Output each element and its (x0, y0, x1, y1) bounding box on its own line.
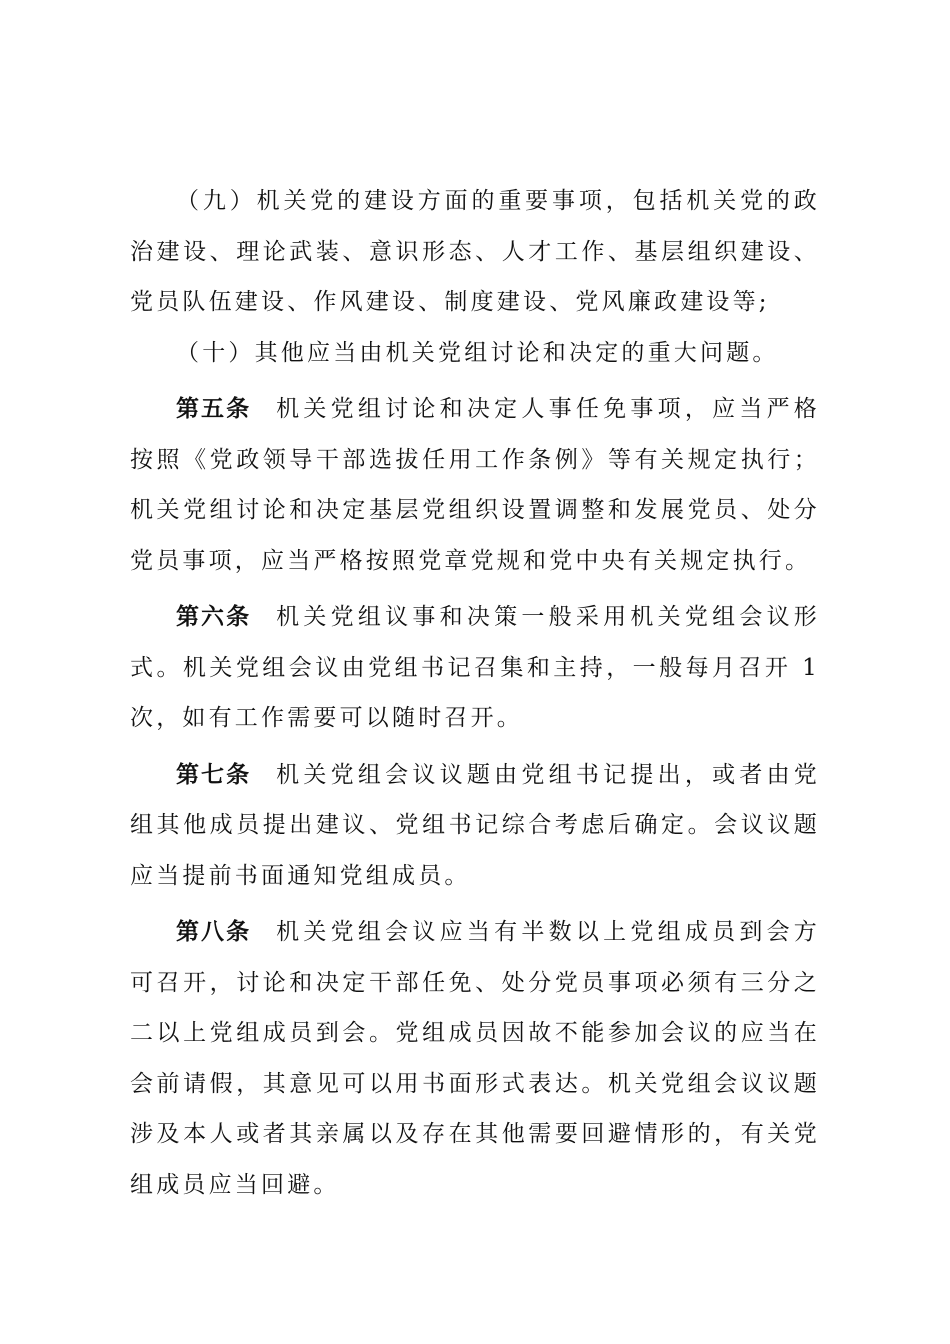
article-six (130, 592, 820, 744)
article-five (130, 384, 820, 586)
article-text: 机关党组会议议题由党组书记提出，或者由党组其他成员提出建议、党组书记综合考虑后确定。会议议题应当提前书面通知党组成员。 (130, 761, 821, 889)
article-heading: 第八条 (176, 919, 252, 945)
article-text: 机关党组会议应当有半数以上党组成员到会方可召开，讨论和决定干部任免、处分党员事项必须有三分之二以上党组成员到会。党组成员因故不能参加会议的应当在会前请假，其意见可以用书面形式表达。机关党组会议议题涉及本人或者其亲属以及存在其他需要回避情形的，有关党组成员应当回避。 (130, 919, 821, 1198)
item-nine: （九）机关党的建设方面的重要事项，包括机关党的政治建设、理论武装、意识形态、人才工作、基层组织建设、党员队伍建设、作风建设、制度建设、党风廉政建设等; (130, 188, 820, 315)
article-heading: 第五条 (176, 396, 252, 422)
article-text: 机关党组讨论和决定人事任免事项，应当严格按照《党政领导干部选拔任用工作条例》等有关规定执行；机关党组讨论和决定基层党组织设置调整和发展党员、处分党员事项，应当严格按照党章党规和党中央有关规定执行。 (130, 396, 821, 574)
document-body (130, 176, 820, 1216)
article-seven (130, 750, 820, 902)
article-heading: 第七条 (176, 761, 252, 788)
item-ten: （十）其他应当由机关党组讨论和决定的重大问题。 (176, 339, 779, 366)
article-eight (130, 907, 820, 1210)
article-heading: 第六条 (176, 604, 252, 630)
article-text: 机关党组议事和决策一般采用机关党组会议形式。机关党组会议由党组书记召集和主持，一般每月召开 1 次，如有工作需要可以随时召开。 (130, 604, 821, 731)
